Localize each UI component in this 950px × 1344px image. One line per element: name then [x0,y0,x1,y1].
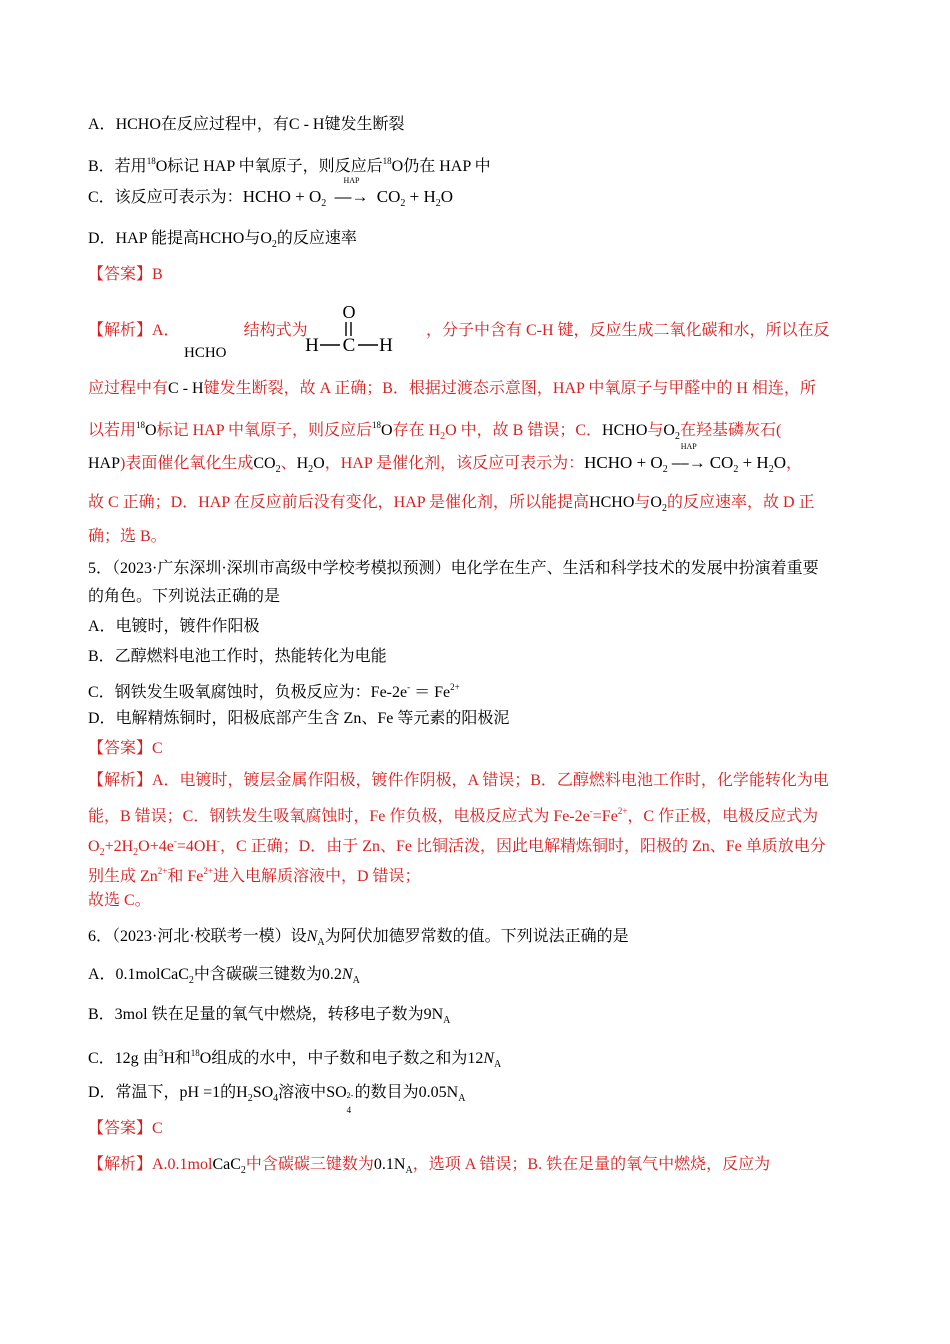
q4-analysis-line-1b: ，分子中含有 C-H 键，反应生成二氧化碳和水，所以在反 [426,322,830,339]
q5-option-b: B．乙醇燃料电池工作时，热能转化为电能 [88,648,387,665]
q4-option-d: D．HAP 能提高HCHO与$O_2$的反应速率 [88,230,357,250]
q5-stem-2: 的角色。下列说法正确的是 [88,588,281,605]
struct-o: O [342,302,356,322]
struct-h-left: H [305,335,319,356]
q6-option-a: A．0.1molCaC$_2$中含碳碳三键数为$0.2N_A$ [88,966,360,986]
q4-analysis-line-4: HAP)表面催化氧化生成$CO_2$、$H_2O$，HAP 是催化剂，该反应可表示为：HCHO + $O_2$ HAP ⎯⎯→ $CO_2 + H_2O$， [88,442,802,475]
q5-analysis-line-5: 故选 C。 [88,892,151,909]
q4-answer: 【答案】B [88,266,163,283]
q6-stem: 6．（2023·河北·校联考一模）设$N_A$为阿伏加德罗常数的值。下列说法正确的是 [88,928,629,948]
q6-option-b: B．3mol 铁在足量的氧气中燃烧，转移电子数为$9N_A$ [88,1006,451,1026]
q4-analysis-line-3: 以若用$^{18}$O标记 HAP 中氧原子，则反应后$^{18}$O存在 $H_2O$ 中，故 B 错误；C．HCHO与$O_2$在羟基磷灰石( [88,420,782,442]
catalyst-arrow: HAP ⎯⎯→ [334,176,369,206]
q5-option-d: D．电解精炼铜时，阳极底部产生含 Zn、Fe 等元素的阳极泥 [88,710,510,727]
q5-analysis-line-3: $O_2+2H_2O+4e^-=4OH^-$，C 正确；D．由于 Zn、Fe 比铜活泼，因此电解精炼铜时，阳极的 Zn、Fe 单质放电分 [88,836,826,858]
q5-analysis-line-2: 能，B 错误；C．钢铁发生吸氧腐蚀时，Fe 作负极，电极反应式为 $Fe-2e^-=Fe^{2+}$，C 作正极，电极反应式为 [88,806,819,825]
struct-c: C [342,335,356,356]
q5-answer: 【答案】C [88,740,163,757]
q4-analysis-line-6: 确；选 B。 [88,528,167,545]
q6-option-c: C．12g 由$^3$H和$^{18}$O组成的水中，中子数和电子数之和为$12N_A$ [88,1048,502,1070]
q5-option-a: A．电镀时，镀件作阳极 [88,618,260,635]
formaldehyde-structure [300,302,400,362]
q5-option-c: C．钢铁发生吸氧腐蚀时，负极反应为：$Fe-2e^- = Fe^{2+}$ [88,682,460,701]
q6-answer: 【答案】C [88,1120,163,1137]
q4-analysis-line-1: 【解析】A． 结构式为 [88,322,308,339]
q6-analysis-line-1: 【解析】A.0.1molCaC$_2$中含碳碳三键数为$0.1N_A$，选项 A 错误；B. 铁在足量的氧气中燃烧，反应为 [88,1156,771,1176]
q4-option-c: C．该反应可表示为：HCHO + $O_2$ HAP ⎯⎯→ $CO_2 + H_2O$ [88,176,454,209]
q5-stem-1: 5．（2023·广东深圳·深圳市高级中学校考模拟预测）电化学在生产、生活和科学技术的发展中扮演着重要 [88,560,819,577]
q4-analysis-line-5: 故 C 正确；D．HAP 在反应前后没有变化，HAP 是催化剂，所以能提高HCHO与$O_2$的反应速率，故 D 正 [88,494,815,514]
q5-analysis-line-1: 【解析】A．电镀时，镀层金属作阳极，镀件作阴极，A 错误；B．乙醇燃料电池工作时，化学能转化为电 [88,772,829,789]
struct-h-right: H [379,335,393,356]
analysis-reaction-formula: HCHO + $O_2$ HAP ⎯⎯→ $CO_2 + H_2O$ [584,442,786,475]
reaction-formula: HCHO + $O_2$ HAP ⎯⎯→ $CO_2 + H_2O$ [242,176,454,209]
q6-option-d: D．常温下，pH =1的$H_2SO_4$溶液中SO 2- 4 的数目为$0.05N_A$ [88,1084,466,1115]
q4-option-b: B．若用$^{18}$O标记 HAP 中氧原子，则反应后$^{18}$O仍在 HAP 中 [88,156,491,175]
q4-analysis-line-2: 应过程中有C - H键发生断裂，故 A 正确；B．根据过渡态示意图，HAP 中氧原子与甲醛中的 H 相连，所 [88,380,816,397]
q5-analysis-line-4: 别生成 $Zn^{2+}$和 $Fe^{2+}$进入电解质溶液中，D 错误； [88,866,421,885]
q4-analysis-hcho: HCHO [184,345,227,361]
q4-option-a: A．HCHO在反应过程中，有C - H键发生断裂 [88,116,405,133]
